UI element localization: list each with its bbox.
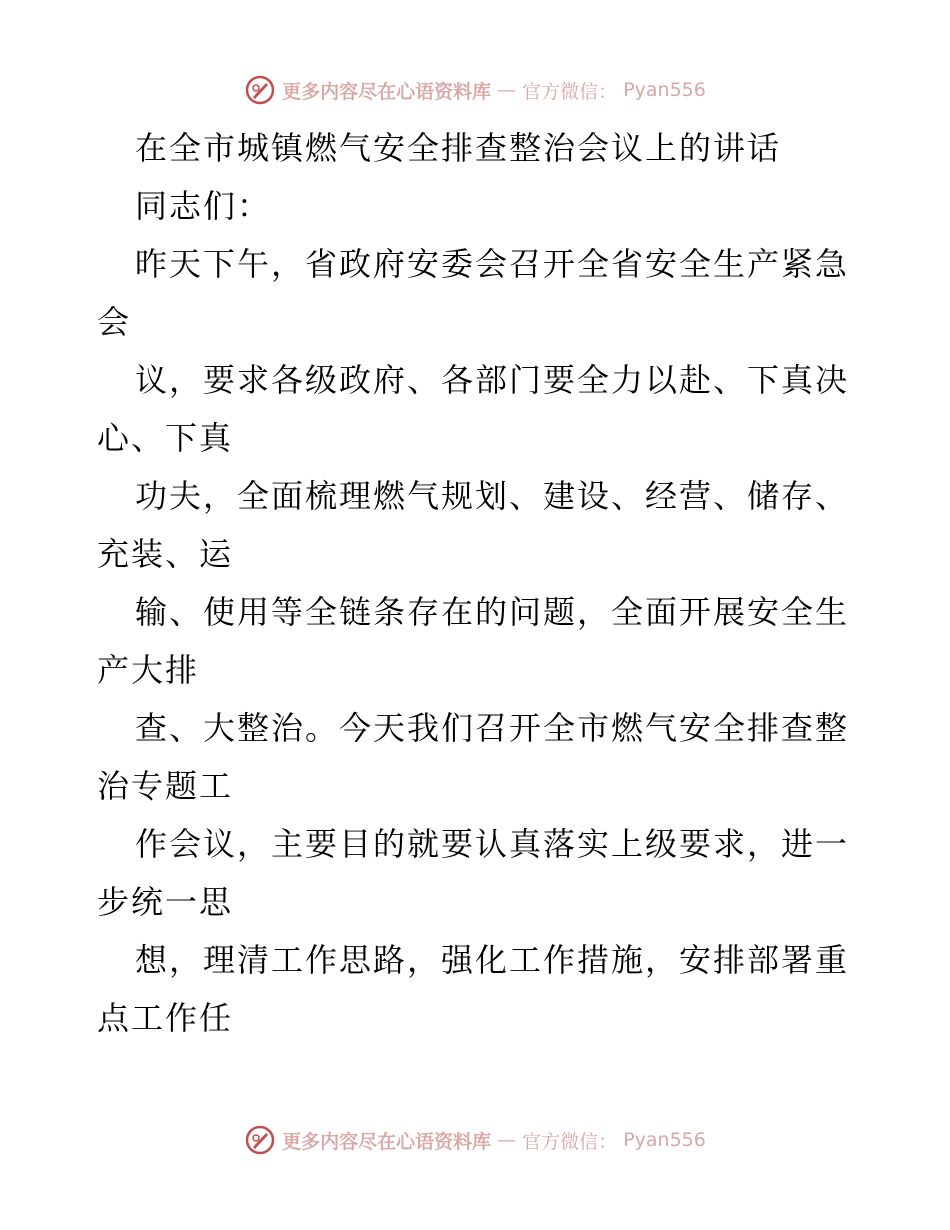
brand-logo-icon: [244, 1124, 276, 1156]
brand-logo-icon: [244, 74, 276, 106]
watermark-separator: —: [497, 1129, 517, 1151]
paragraph-line: 昨天下午，省政府安委会召开全省安全生产紧急: [135, 245, 850, 283]
paragraph-line: 产大排: [97, 651, 200, 689]
paragraph-line: 会: [97, 303, 132, 341]
watermark-brand: 更多内容尽在心语资料库: [282, 80, 492, 103]
footer-watermark: [0, 1120, 950, 1160]
watermark-official-label: 官方微信：: [522, 1130, 618, 1153]
paragraph-line: 想，理清工作思路，强化工作措施，安排部署重: [135, 941, 850, 979]
paragraph-line: 查、大整治。今天我们召开全市燃气安全排查整: [135, 709, 850, 747]
watermark-wechat-id: Pyan556: [623, 79, 706, 101]
paragraph-line: 作会议，主要目的就要认真落实上级要求，进一: [135, 825, 850, 863]
paragraph-line: 步统一思: [97, 883, 234, 921]
paragraph-line: 功夫，全面梳理燃气规划、建设、经营、储存、: [135, 477, 850, 515]
document-title: 在全市城镇燃气安全排查整治会议上的讲话: [135, 129, 782, 167]
watermark-official-label: 官方微信：: [522, 80, 618, 103]
paragraph-line: 充装、运: [97, 535, 234, 573]
paragraph-line: 输、使用等全链条存在的问题，全面开展安全生: [135, 593, 850, 631]
watermark-separator: —: [497, 79, 517, 101]
paragraph-line: 治专题工: [97, 767, 234, 805]
watermark-brand: 更多内容尽在心语资料库: [282, 1130, 492, 1153]
header-watermark: [0, 70, 950, 110]
paragraph-line: 议，要求各级政府、各部门要全力以赴、下真决: [135, 361, 850, 399]
document-salutation: 同志们：: [135, 187, 272, 225]
paragraph-line: 点工作任: [97, 999, 234, 1037]
watermark-wechat-id: Pyan556: [623, 1129, 706, 1151]
paragraph-line: 心、下真: [97, 419, 234, 457]
